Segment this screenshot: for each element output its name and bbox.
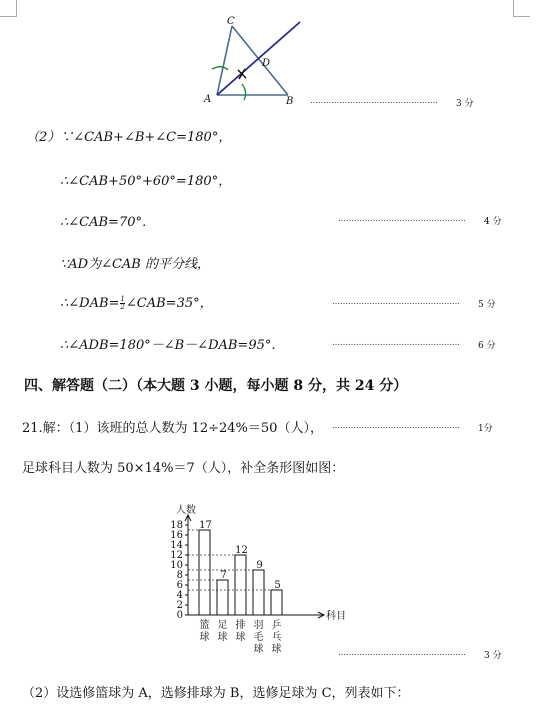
y-tick-label: 8 [176,570,183,581]
solution-line: 21.解：（1）该班的总人数为 12÷24%＝50（人）， [22,421,323,436]
bar-value-label: 9 [256,560,263,571]
bar-chart [160,488,346,656]
y-tick-label: 10 [170,560,183,571]
score-mark: 3 分 [456,99,474,109]
solution-line-suffix: ∠CAB=35°， [125,296,213,311]
bar [217,580,228,615]
dot-leader: ………………………………………… [332,421,460,430]
x-tick-label: 羽 [253,620,264,631]
corner-mark-left [0,0,17,17]
score-mark: 4 分 [484,217,502,227]
dot-leader: ………………………………………… [332,338,460,347]
score-mark: 6 分 [478,341,496,351]
y-tick-label: 18 [170,520,183,531]
bar [199,530,210,615]
label-d: D [262,58,271,69]
solution-line-prefix: ∴∠DAB= [60,296,120,311]
bar [253,570,264,615]
side-cb [232,26,288,95]
label-a: A [204,94,212,105]
solution-line: ∴∠CAB=70°． [60,215,155,230]
score-mark: 1分 [478,424,493,434]
section-heading: 四、解答题（二）（本大题 3 小题，每小题 8 分，共 24 分） [24,378,408,394]
fraction-half: $\frac{1}{2}$ [120,295,125,311]
y-tick-label: 12 [170,550,183,561]
x-tick-label: 排 [235,620,246,631]
solution-line: （2）设选修篮球为 A，选修排球为 B，选修足球为 C，列表如下： [22,686,410,701]
y-axis-label: 人数 [176,505,196,516]
label-c: C [227,16,235,27]
bar-value-label: 17 [199,520,212,531]
y-tick-label: 2 [176,600,183,611]
intersection-mark [238,69,246,79]
x-tick-label: 球 [217,632,228,643]
x-axis-label: 科目 [326,611,346,622]
y-tick-label: 4 [176,590,183,601]
solution-line: ∴∠CAB+50°+60°=180°， [60,174,232,189]
solution-line: ∴∠ADB=180°－∠B－∠DAB=95°． [60,338,285,353]
solution-line: 足球科目人数为 50×14%＝7（人），补全条形图如图： [22,461,345,476]
score-mark: 3 分 [484,651,502,661]
triangle-figure [200,14,310,106]
bar [271,590,282,615]
x-tick-label: 乓 [271,632,282,643]
dot-leader: ………………………………………… [310,96,438,105]
x-tick-label: 球 [235,632,246,643]
x-tick-label: 篮 [199,620,210,631]
solution-line: ∵AD为∠CAB 的平分线， [60,257,210,272]
x-tick-label: 乒 [271,620,282,631]
score-mark: 5 分 [478,300,496,310]
x-tick-label: 足 [217,620,228,631]
y-tick-label: 14 [170,540,183,551]
solution-line: （2）∵∠CAB+∠B+∠C=180°， [26,130,232,145]
y-tick-label: 0 [176,610,183,621]
dot-leader: ………………………………………… [332,297,460,306]
x-tick-label: 球 [253,644,264,655]
x-tick-label: 毛 [253,632,264,643]
dot-leader: ………………………………………… [338,648,466,657]
dot-leader: ………………………………………… [338,214,466,223]
y-tick-label: 16 [170,530,183,541]
bar [235,555,246,615]
angle-arc-left [212,67,228,70]
bar-value-label: 7 [220,570,227,581]
solution-line [60,292,213,311]
angle-arc-bottom [242,84,246,100]
y-tick-label: 6 [176,580,183,591]
label-b: B [286,96,294,107]
x-tick-label: 球 [271,644,282,655]
bisector-line [217,22,300,95]
x-tick-label: 球 [199,632,210,643]
bar-value-label: 12 [235,545,248,556]
corner-mark-right [513,0,530,17]
bar-value-label: 5 [274,580,281,591]
